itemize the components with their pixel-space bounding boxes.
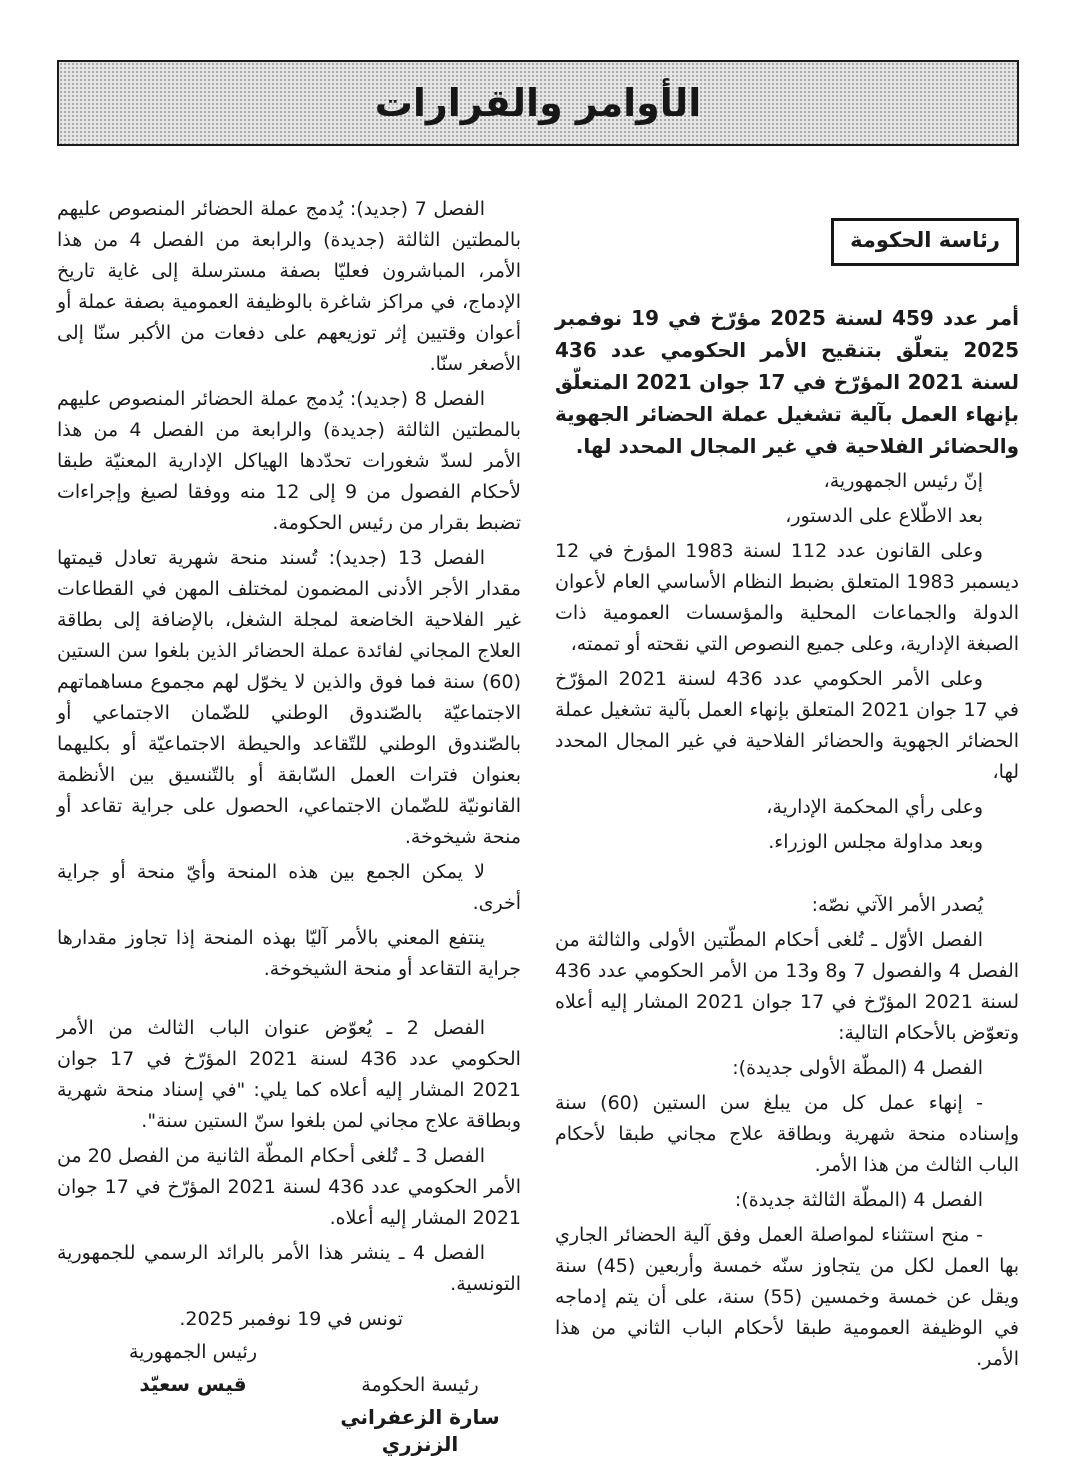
date-line: تونس في 19 نوفمبر 2025. bbox=[179, 1308, 403, 1330]
article-paragraph: الفصل 4 (المطّة الأولى جديدة): bbox=[732, 1057, 983, 1079]
president-title: رئيس الجمهورية bbox=[129, 1341, 257, 1363]
preamble-paragraph: وعلى رأي المحكمة الإدارية، bbox=[766, 796, 983, 818]
head-of-government-title: رئيسة الحكومة bbox=[361, 1374, 479, 1396]
president-signature bbox=[88, 1339, 298, 1398]
article-paragraph: الفصل 2 ـ يُعوّض عنوان الباب الثالث من الأمر الحكومي عدد 436 لسنة 2021 المؤرّخ في 17 جوان 2021 المشار إليه أعلاه كما يلي: "في إسناد منحة شهرية وبطاقة علاج مجاني لمن بلغوا سنّ الستين سنة". bbox=[57, 1017, 521, 1132]
article-paragraph: الفصل 4 ـ ينشر هذا الأمر بالرائد الرسمي للجمهورية التونسية. bbox=[57, 1242, 521, 1295]
head-of-government-signature bbox=[317, 1372, 523, 1458]
preamble-paragraph: إنّ رئيس الجمهورية، bbox=[823, 470, 983, 492]
agency-box bbox=[831, 218, 1019, 266]
banner-title: الأوامر والقرارات bbox=[374, 81, 702, 125]
article-paragraph: الفصل 4 (المطّة الثالثة جديدة): bbox=[734, 1189, 983, 1211]
signature-block bbox=[57, 1339, 521, 1456]
right-column bbox=[555, 154, 1019, 1379]
preamble-paragraph: وعلى الأمر الحكومي عدد 436 لسنة 2021 المؤرّخ في 17 جوان 2021 المتعلق بإنهاء العمل بآلية تشغيل عملة الحضائر الجهوية والحضائر الفلاحية في غير المجال المحدد لها، bbox=[555, 668, 1019, 783]
preamble-paragraph: بعد الاطّلاع على الدستور، bbox=[785, 505, 983, 527]
article-paragraph: - منح استثناء لمواصلة العمل وفق آلية الحضائر الجاري بها العمل لكل من يتجاوز سنّه خمسة وأربعين (45) سنة ويقل عن خمسة وخمسين (55) سنة، على أن يتم إدماجه في الوظيفة العمومية طبقا لأحكام الباب الثاني من هذا الأمر. bbox=[555, 1224, 1019, 1370]
article-paragraph: الفصل 7 (جديد): يُدمج عملة الحضائر المنصوص عليهم بالمطتين الثالثة (جديدة) والرابعة من الفصل 4 من هذا الأمر، المباشرون فعليّا بصفة مسترسلة إلى غاية تاريخ الإدماج، في مراكز شاغرة بالوظيفة العمومية بصفة عملة أو أعوان وقتيين إثر توزيعهم على دفعات من الأكبر سنّا إلى الأصغر سنّا. bbox=[57, 198, 521, 375]
left-column bbox=[57, 154, 522, 1456]
agency-label: رئاسة الحكومة bbox=[850, 228, 1000, 252]
two-column-body bbox=[57, 154, 1020, 1456]
orders-decisions-banner bbox=[57, 60, 1019, 146]
article-paragraph: لا يمكن الجمع بين هذه المنحة وأيّ منحة أو جراية أخرى. bbox=[57, 861, 521, 914]
preamble-paragraph: وعلى القانون عدد 112 لسنة 1983 المؤرخ في 12 ديسمبر 1983 المتعلق بضبط النظام الأساسي العام لأعوان الدولة والجماعات المحلية والمؤسسات العمومية ذات الصبغة الإدارية، وعلى جميع النصوص التي نقحته أو تممته، bbox=[555, 540, 1019, 655]
president-name: قيس سعيّد bbox=[139, 1372, 247, 1396]
article-paragraph: ينتفع المعني بالأمر آليّا بهذه المنحة إذا تجاوز مقدارها جراية التقاعد أو منحة الشيخوخة. bbox=[57, 927, 521, 980]
head-of-government-name: سارة الزعفراني الزنزري bbox=[340, 1405, 500, 1456]
issue-line: يُصدر الأمر الآتي نصّه: bbox=[811, 894, 983, 916]
order-title: أمر عدد 459 لسنة 2025 مؤرّخ في 19 نوفمبر 2025 يتعلّق بتنقيح الأمر الحكومي عدد 436 لسنة 2021 المؤرّخ في 17 جوان 2021 المتعلّق بإنهاء العمل بآلية تشغيل عملة الحضائر الجهوية والحضائر الفلاحية في غير المجال المحدد لها. bbox=[555, 306, 1019, 458]
article-paragraph: - إنهاء عمل كل من يبلغ سن الستين (60) سنة وإسناده منحة شهرية وبطاقة علاج مجاني طبقا لأحكام الباب الثالث من هذا الأمر. bbox=[555, 1092, 1019, 1176]
article-paragraph: الفصل 8 (جديد): يُدمج عملة الحضائر المنصوص عليهم بالمطتين الثالثة (جديدة) والرابعة من الفصل 4 من هذا الأمر لسدّ شغورات تحدّدها الهياكل الإدارية المعنيّة طبقا لأحكام الفصول من 9 إلى 12 منه ووفقا لصيغ وإجراءات تضبط بقرار من رئيس الحكومة. bbox=[57, 388, 522, 534]
article-paragraph: الفصل 13 (جديد): تُسند منحة شهرية تعادل قيمتها مقدار الأجر الأدنى المضمون لمختلف المهن في القطاعات غير الفلاحية الخاضعة لمجلة الشغل، بالإضافة إلى بطاقة العلاج المجاني لفائدة عملة الحضائر الذين بلغوا سن الستين (60) سنة فما فوق والذين لا يخوّل لهم مجموع مساهماتهم الاجتماعيّة بالصّندوق الوطني للضّمان الاجتماعي أو بالصّندوق الوطني للتّقاعد والحيطة الاجتماعيّة أو بكليهما بعنوان فترات العمل السّابقة أو بالتّنسيق بين الأنظمة القانونيّة للضّمان الاجتماعي، الحصول على جراية تقاعد أو منحة شيخوخة. bbox=[57, 547, 521, 848]
preamble-paragraph: وبعد مداولة مجلس الوزراء. bbox=[768, 831, 983, 853]
article-paragraph: الفصل 3 ـ تُلغى أحكام المطّة الثانية من الفصل 20 من الأمر الحكومي عدد 436 لسنة 2021 المؤرّخ في 17 جوان 2021 المشار إليه أعلاه. bbox=[57, 1145, 521, 1229]
article-paragraph: الفصل الأوّل ـ تُلغى أحكام المطّتين الأولى والثالثة من الفصل 4 والفصول 7 و8 و13 من الأمر الحكومي عدد 436 لسنة 2021 المؤرّخ في 17 جوان 2021 المشار إليه أعلاه وتعوّض بالأحكام التالية: bbox=[555, 929, 1020, 1044]
